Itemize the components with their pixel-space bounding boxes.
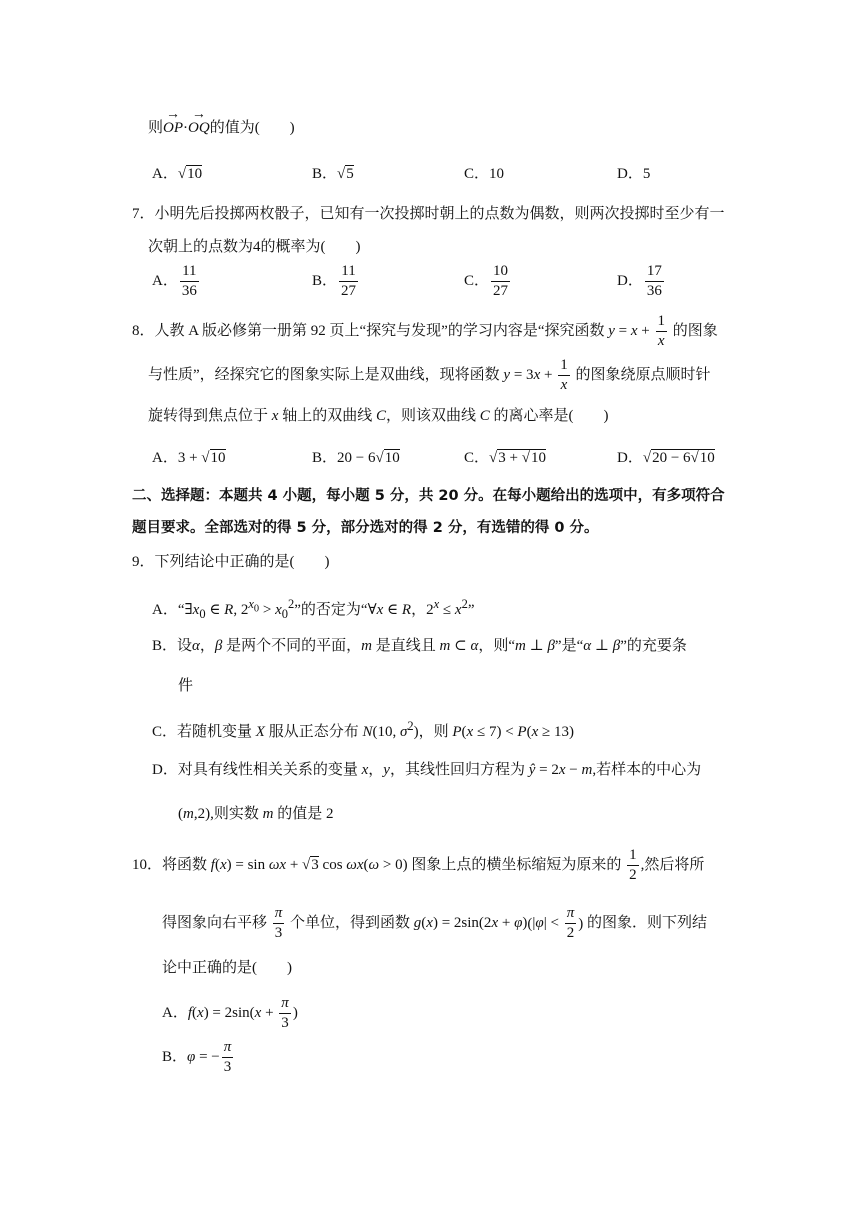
q7-line1: 7．小明先后投掷两枚骰子，已知有一次投掷时朝上的点数为偶数，则两次投掷时至少有一 (132, 206, 725, 222)
q6-option-d: D．5 (617, 166, 651, 182)
q10-option-a: A．f(x) = 2sin(x + $\frac{\pi}{3}$ ) (162, 995, 298, 1031)
q7-option-d: D． $\frac{17}{36}$ (617, 263, 662, 299)
q10-line2: 得图象向右平移 $\frac{\pi}{3}$ 个单位，得到函数 g(x) = 2sin(2x + φ)(|φ| < $\frac{\pi}{2}$ ) 的图象．则下列结 (162, 905, 707, 941)
q7-option-c: C． $\frac{10}{27}$ (464, 263, 509, 299)
q6-option-a: A．√10 (152, 166, 203, 182)
q8-option-a: A．3 + √10 (152, 450, 226, 466)
q8-line3: 旋转得到焦点位于 x 轴上的双曲线 C，则该双曲线 C 的离心率是( ) (148, 408, 609, 424)
q9-option-b-line2: 件 (178, 678, 194, 694)
q9-option-d-line2: (m,2),则实数 m 的值是 2 (178, 806, 334, 822)
section-2-heading-line1: 二、选择题：本题共 4 小题，每小题 5 分，共 20 分。在每小题给出的选项中，有多项符合 (132, 488, 725, 504)
q7-line2: 次朝上的点数为4的概率为( ) (148, 239, 361, 255)
q8-option-c: C．√3 + √10 (464, 450, 546, 466)
q8-option-b: B．20 − 6√10 (312, 450, 400, 466)
q8-option-d: D．√20 − 6√10 (617, 450, 715, 466)
q6-tail: 则→ OP·→ OQ的值为( ) (148, 118, 295, 138)
q9-option-c: C．若随机变量 X 服从正态分布 N(10, $\sigma^2$)，则 P(x ≤ 7) < P(x ≥ 13) (152, 719, 574, 740)
q8-line1: 8．人教 A 版必修第一册第 92 页上“探究与发现”的学习内容是“探究函数 y = x + $\frac{1}{x}$ 的图象 (132, 313, 718, 349)
q6-option-c: C．10 (464, 166, 505, 182)
q9-option-a: A．“$\exists x_0$ ∈ R, $2^{x_0} > x_0^2$”的否定为“∀x ∈ R，$2^x \le x^2$” (152, 597, 475, 621)
q10-line1: 10．将函数 f(x) = sin ωx + √3 cos ωx(ω > 0) 图象上点的横坐标缩短为原来的 $\frac{1}{2}$ ,然后将所 (132, 847, 705, 883)
section-2-heading-line2: 题目要求。全部选对的得 5 分，部分选对的得 2 分，有选错的得 0 分。 (132, 520, 599, 536)
q7-option-a: A． $\frac{11}{36}$ (152, 263, 197, 299)
q9-option-b-line1: B．设α，β 是两个不同的平面，m 是直线且 m ⊂ α，则“m ⊥ β”是“α ⊥ β”的充要条 (152, 638, 687, 654)
q10-option-b: B．φ = − $\frac{\pi}{3}$ (162, 1039, 232, 1075)
q7-option-b: B． $\frac{11}{27}$ (312, 263, 357, 299)
q6-option-b: B．√5 (312, 166, 354, 182)
vector-oq: → OQ (188, 118, 210, 138)
q9-stem: 9．下列结论中正确的是( ) (132, 554, 330, 570)
vector-op: → OP (163, 118, 183, 138)
q9-option-d-line1: D．对具有线性相关关系的变量 x，y，其线性回归方程为 ŷ = 2x − m,若样本的中心为 (152, 762, 702, 778)
q8-line2: 与性质”，经探究它的图象实际上是双曲线，现将函数 y = 3x + $\frac{1}{x}$ 的图象绕原点顺时针 (148, 357, 711, 393)
q10-line3: 论中正确的是( ) (162, 960, 292, 976)
